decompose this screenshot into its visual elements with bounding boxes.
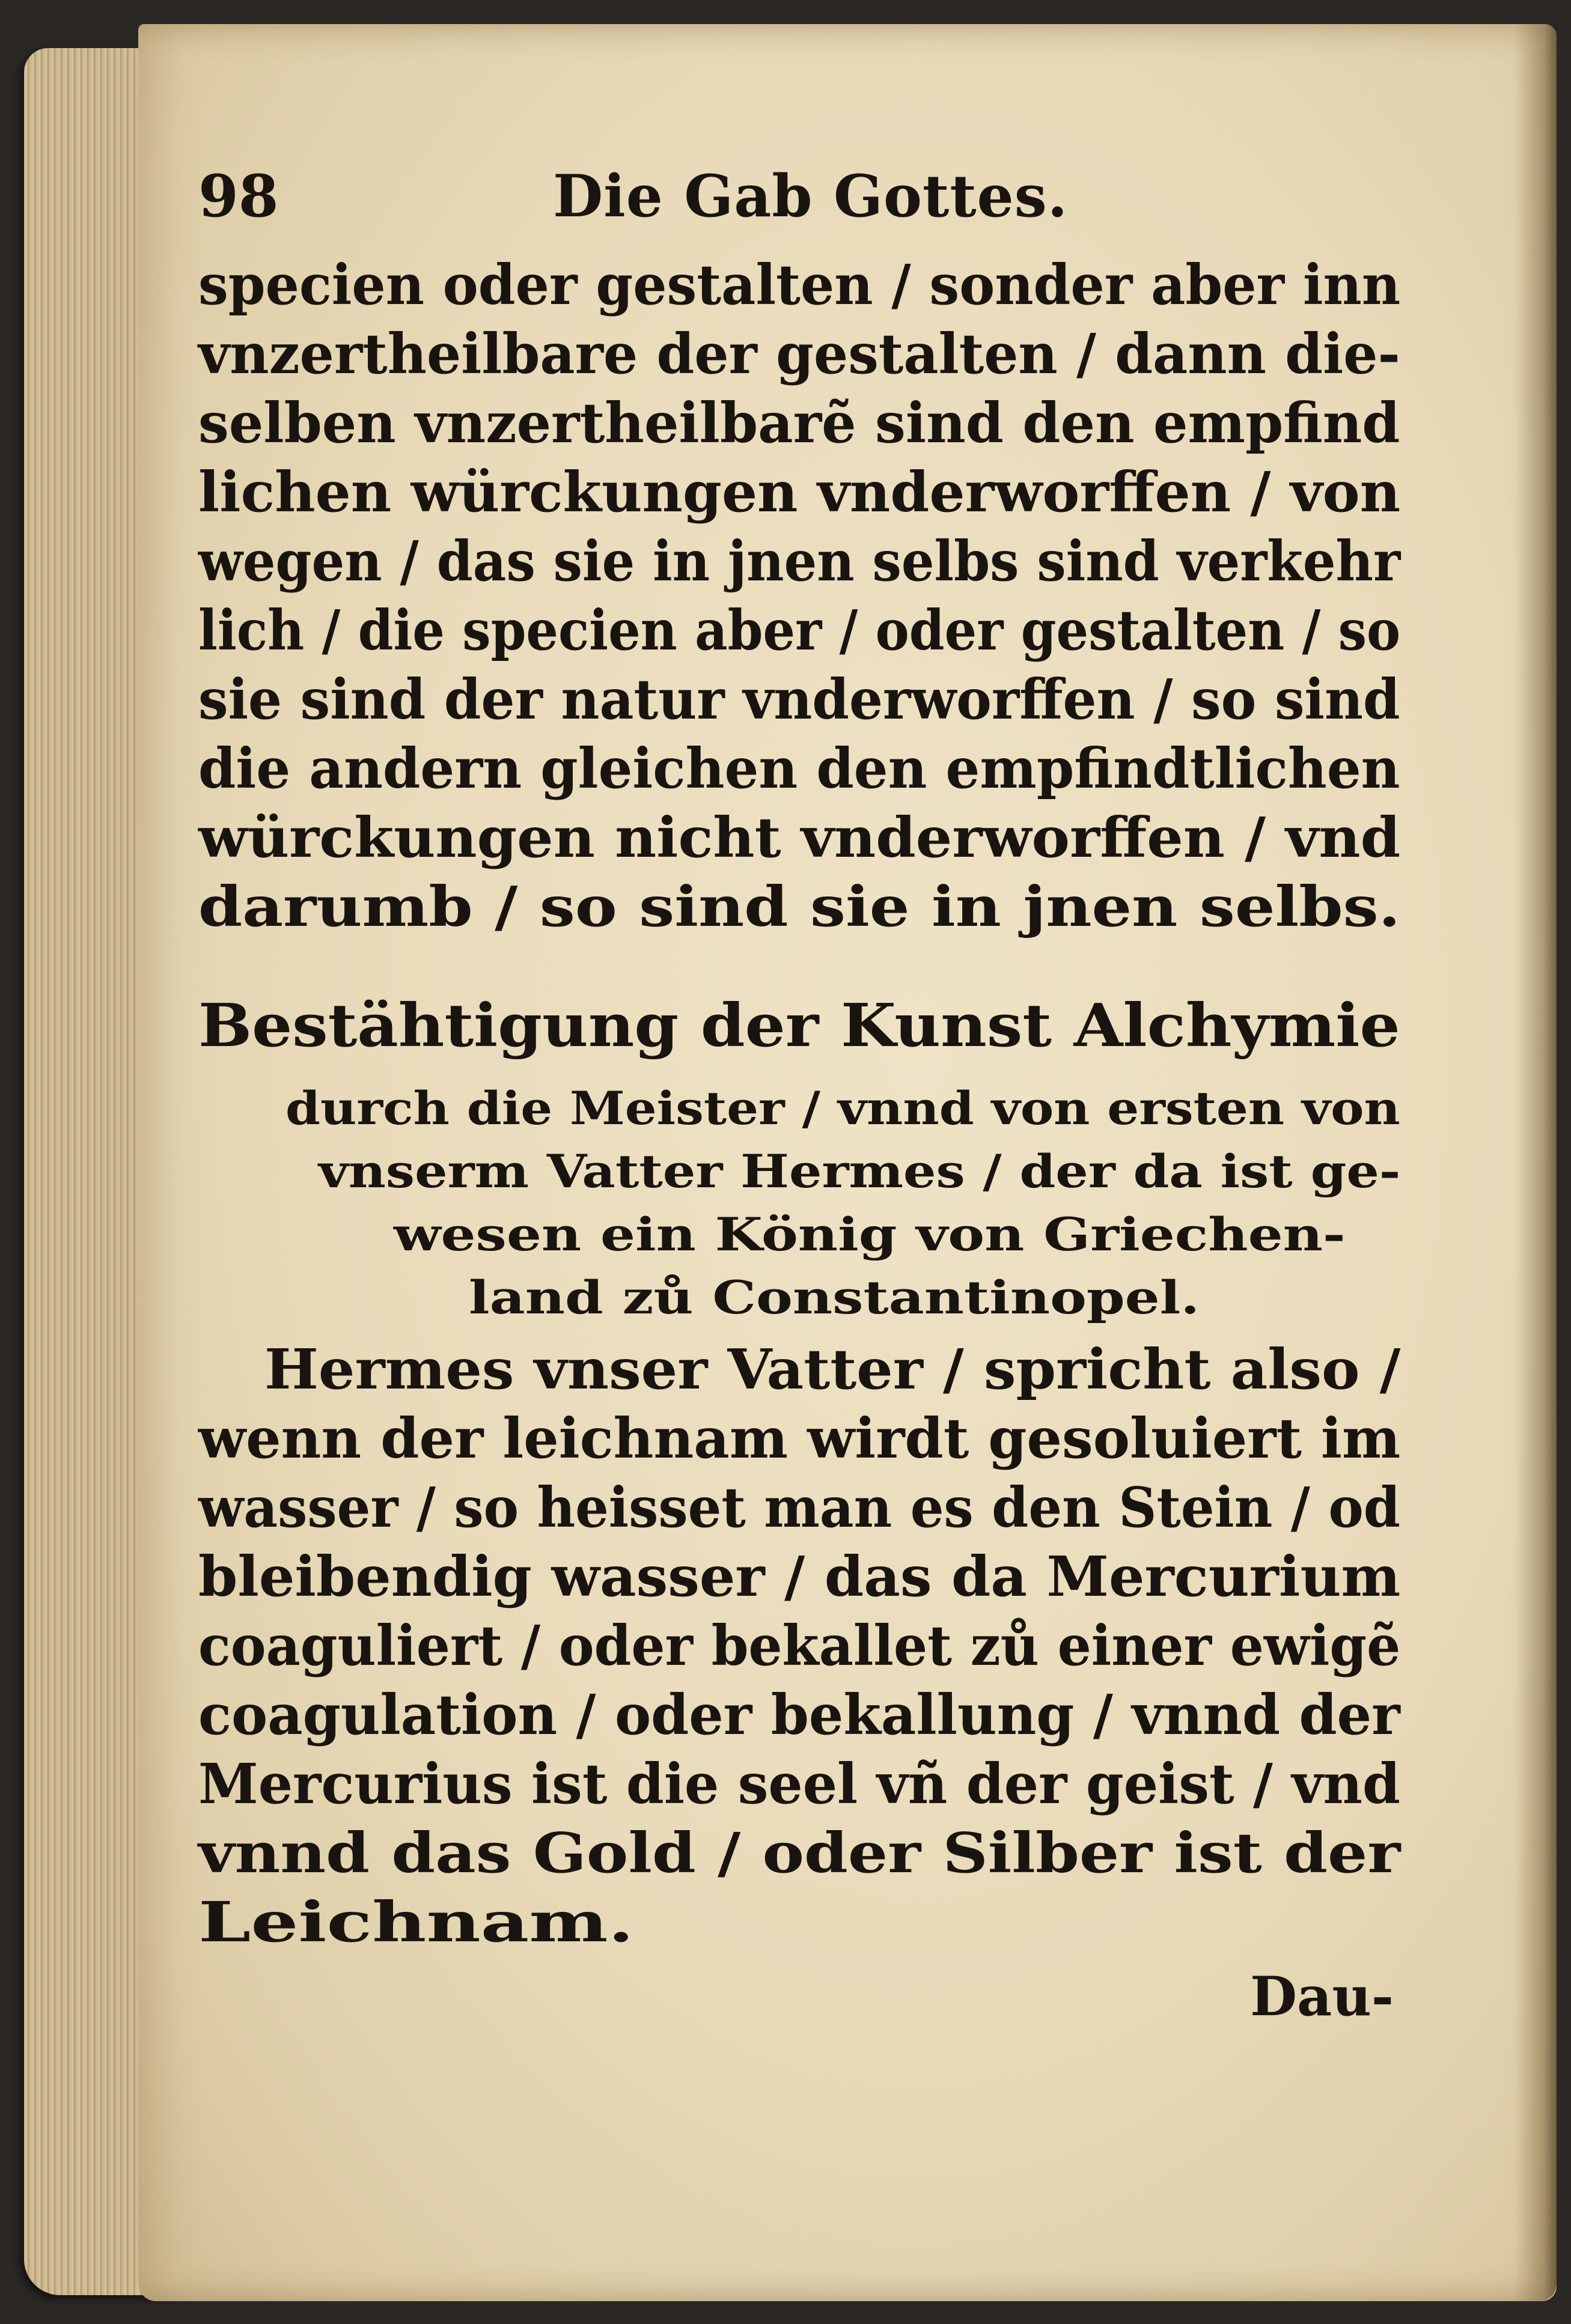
page-header — [198, 150, 1394, 234]
text-line: bleibendig wasser / das da Mercurium — [198, 1544, 1401, 1609]
page-number: 98 — [198, 162, 279, 230]
text-line: wenn der leichnam wirdt gesoluiert im — [198, 1406, 1401, 1471]
running-head: Die Gab Gottes. — [553, 162, 1069, 230]
paragraph-1 — [198, 252, 1401, 943]
text-line: coaguliert / oder bekallet zů einer ewigẽ — [198, 1613, 1401, 1678]
text-line: vnnd das Gold / oder Silber ist der — [198, 1821, 1401, 1885]
paragraph-2 — [198, 1337, 1401, 1962]
text-line: lich / die specien aber / oder gestalten / so — [198, 598, 1401, 663]
text-line: Leichnam. — [198, 1890, 634, 1954]
text-line: coagulation / oder bekallung / vnnd der — [198, 1682, 1400, 1747]
text-line: lichen würckungen vnderworffen / von — [198, 460, 1401, 525]
text-line: sie sind der natur vnderworffen / so sind — [198, 667, 1400, 732]
text-line: wasser / so heisset man es den Stein / od — [198, 1475, 1400, 1540]
section-subtitle-line: vnserm Vatter Hermes / der da ist ge- — [319, 1145, 1401, 1198]
text-line: würckungen nicht vnderworffen / vnd — [198, 805, 1401, 870]
text-line: specien oder gestalten / sonder aber inn — [198, 252, 1401, 317]
catchword: Dau- — [1250, 1965, 1394, 2028]
section-subtitle-line: wesen ein König von Griechen- — [394, 1208, 1346, 1261]
section-subtitle-line: land zů Constantinopel. — [469, 1271, 1200, 1324]
text-line: wegen / das sie in jnen selbs sind verkehr — [198, 529, 1401, 594]
text-line: Hermes vnser Vatter / spricht also / — [264, 1337, 1401, 1402]
text-line: darumb / so sind sie in jnen selbs. — [198, 874, 1401, 939]
text-line: vnzertheilbare der gestalten / dann die- — [198, 321, 1400, 386]
text-line: Mercurius ist die seel vñ der geist / vnd — [198, 1751, 1401, 1816]
page-gutter — [1515, 24, 1557, 2301]
section-title: Bestähtigung der Kunst Alchymie — [198, 991, 1400, 1060]
section-subtitle-line: durch die Meister / vnnd von ersten von — [285, 1081, 1400, 1135]
text-line: die andern gleichen den empfindtlichen — [198, 736, 1400, 801]
section-heading — [198, 991, 1401, 1324]
text-line: selben vnzertheilbarẽ sind den empfind — [198, 391, 1400, 455]
